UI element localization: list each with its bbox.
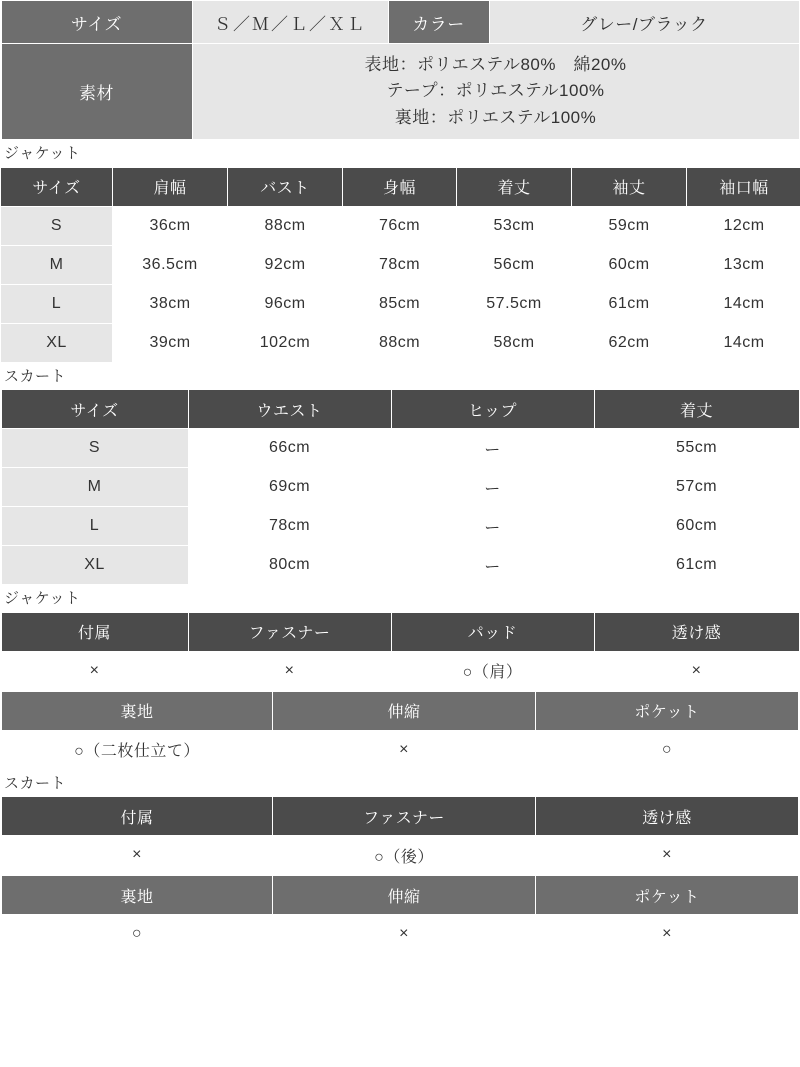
table-row [1, 468, 799, 507]
cell: × [273, 915, 536, 954]
col-header-pocket: ポケット [536, 876, 799, 915]
col-header-pad: パッド [391, 612, 594, 651]
col-header-accessory: 付属 [1, 612, 188, 651]
cell: × [1, 651, 188, 690]
cell: × [2, 836, 273, 875]
table-row [1, 245, 800, 284]
cell: 102cm [228, 323, 343, 362]
col-header-sheer: 透け感 [536, 797, 799, 836]
table-row [2, 691, 799, 730]
cell: 57.5cm [457, 284, 572, 323]
cell: 80cm [188, 546, 391, 585]
cell: ー [391, 507, 594, 546]
table-row [2, 730, 799, 769]
cell: ー [391, 429, 594, 468]
table-row [2, 915, 799, 954]
cell: 38cm [113, 284, 228, 323]
material-line-1: 表地：ポリエステル80% 綿20% [364, 55, 627, 74]
material-line-2: テープ：ポリエステル100% [386, 81, 605, 101]
col-header-stretch: 伸縮 [273, 876, 536, 915]
table-row [1, 1, 799, 44]
cell: L [1, 284, 113, 323]
cell: 14cm [687, 284, 800, 323]
cell: 61cm [572, 284, 687, 323]
section-label-jacket-features: ジャケット [4, 590, 81, 608]
col-header-hip: ヒップ [391, 390, 594, 429]
cell: 56cm [457, 245, 572, 284]
cell: 53cm [457, 206, 572, 245]
cell: 85cm [343, 284, 457, 323]
table-row [1, 323, 800, 362]
cell: 92cm [228, 245, 343, 284]
section-label-jacket-size: ジャケット [4, 145, 81, 163]
col-header-lining: 裏地 [2, 691, 273, 730]
cell: 88cm [343, 323, 457, 362]
skirt-feature-table-2 [1, 875, 799, 954]
cell: × [273, 730, 536, 769]
col-header-shoulder: 肩幅 [113, 167, 228, 206]
col-header-lining: 裏地 [2, 876, 273, 915]
col-header-cuff: 袖口幅 [687, 167, 800, 206]
color-label: カラー [388, 1, 489, 44]
cell: 69cm [188, 468, 391, 507]
section-label-skirt-size: スカート [4, 367, 67, 385]
col-header-size: サイズ [1, 167, 113, 206]
cell: 58cm [457, 323, 572, 362]
section-label-skirt-features: スカート [4, 774, 67, 792]
color-value: グレー/ブラック [489, 1, 799, 44]
cell: 57cm [594, 468, 799, 507]
cell: XL [1, 546, 188, 585]
cell: 60cm [572, 245, 687, 284]
cell: 60cm [594, 507, 799, 546]
cell: 78cm [188, 507, 391, 546]
col-header-accessory: 付属 [2, 797, 273, 836]
table-row [1, 507, 799, 546]
cell: × [536, 915, 799, 954]
col-header-zipper: ファスナー [188, 612, 391, 651]
jacket-size-table [0, 167, 800, 363]
col-header-waist: ウエスト [188, 390, 391, 429]
size-label: サイズ [1, 1, 192, 44]
cell: 39cm [113, 323, 228, 362]
cell: ○ [2, 915, 273, 954]
cell: 76cm [343, 206, 457, 245]
material-line-3: 裏地：ポリエステル100% [394, 107, 597, 127]
cell: ○（二枚仕立て） [2, 730, 273, 769]
table-row [2, 876, 799, 915]
cell: M [1, 245, 113, 284]
cell: 61cm [594, 546, 799, 585]
table-row [1, 167, 800, 206]
material-value [192, 44, 799, 140]
table-row [1, 206, 800, 245]
basic-info-table [1, 0, 800, 140]
table-row [1, 612, 799, 651]
cell: 78cm [343, 245, 457, 284]
cell: XL [1, 323, 113, 362]
cell: ○ [536, 730, 799, 769]
material-label: 素材 [1, 44, 192, 140]
table-row [1, 284, 800, 323]
col-header-length: 着丈 [457, 167, 572, 206]
cell: M [1, 468, 188, 507]
col-header-zipper: ファスナー [273, 797, 536, 836]
cell: S [1, 206, 113, 245]
cell: 96cm [228, 284, 343, 323]
col-header-pocket: ポケット [536, 691, 799, 730]
table-row [2, 836, 799, 875]
table-row [2, 797, 799, 836]
cell: × [536, 836, 799, 875]
table-row [1, 429, 799, 468]
col-header-length: 着丈 [594, 390, 799, 429]
col-header-sheer: 透け感 [594, 612, 799, 651]
cell: S [1, 429, 188, 468]
cell: 14cm [687, 323, 800, 362]
cell: ○（後） [273, 836, 536, 875]
cell: 55cm [594, 429, 799, 468]
col-header-sleeve: 袖丈 [572, 167, 687, 206]
cell: × [594, 651, 799, 690]
cell: ○（肩） [391, 651, 594, 690]
col-header-stretch: 伸縮 [273, 691, 536, 730]
cell: L [1, 507, 188, 546]
table-row [1, 546, 799, 585]
cell: 12cm [687, 206, 800, 245]
table-row [1, 390, 799, 429]
skirt-feature-table [1, 796, 799, 875]
cell: × [188, 651, 391, 690]
cell: ー [391, 546, 594, 585]
cell: 59cm [572, 206, 687, 245]
size-value: Ｓ／Ｍ／Ｌ／ＸＬ [192, 1, 388, 44]
table-row [1, 44, 799, 140]
cell: 88cm [228, 206, 343, 245]
cell: ー [391, 468, 594, 507]
jacket-feature-table [1, 612, 800, 691]
cell: 62cm [572, 323, 687, 362]
skirt-size-table [1, 389, 800, 585]
cell: 66cm [188, 429, 391, 468]
cell: 36.5cm [113, 245, 228, 284]
col-header-bust: バスト [228, 167, 343, 206]
cell: 13cm [687, 245, 800, 284]
jacket-feature-table-2 [1, 691, 799, 770]
col-header-width: 身幅 [343, 167, 457, 206]
cell: 36cm [113, 206, 228, 245]
table-row [1, 651, 799, 690]
col-header-size: サイズ [1, 390, 188, 429]
